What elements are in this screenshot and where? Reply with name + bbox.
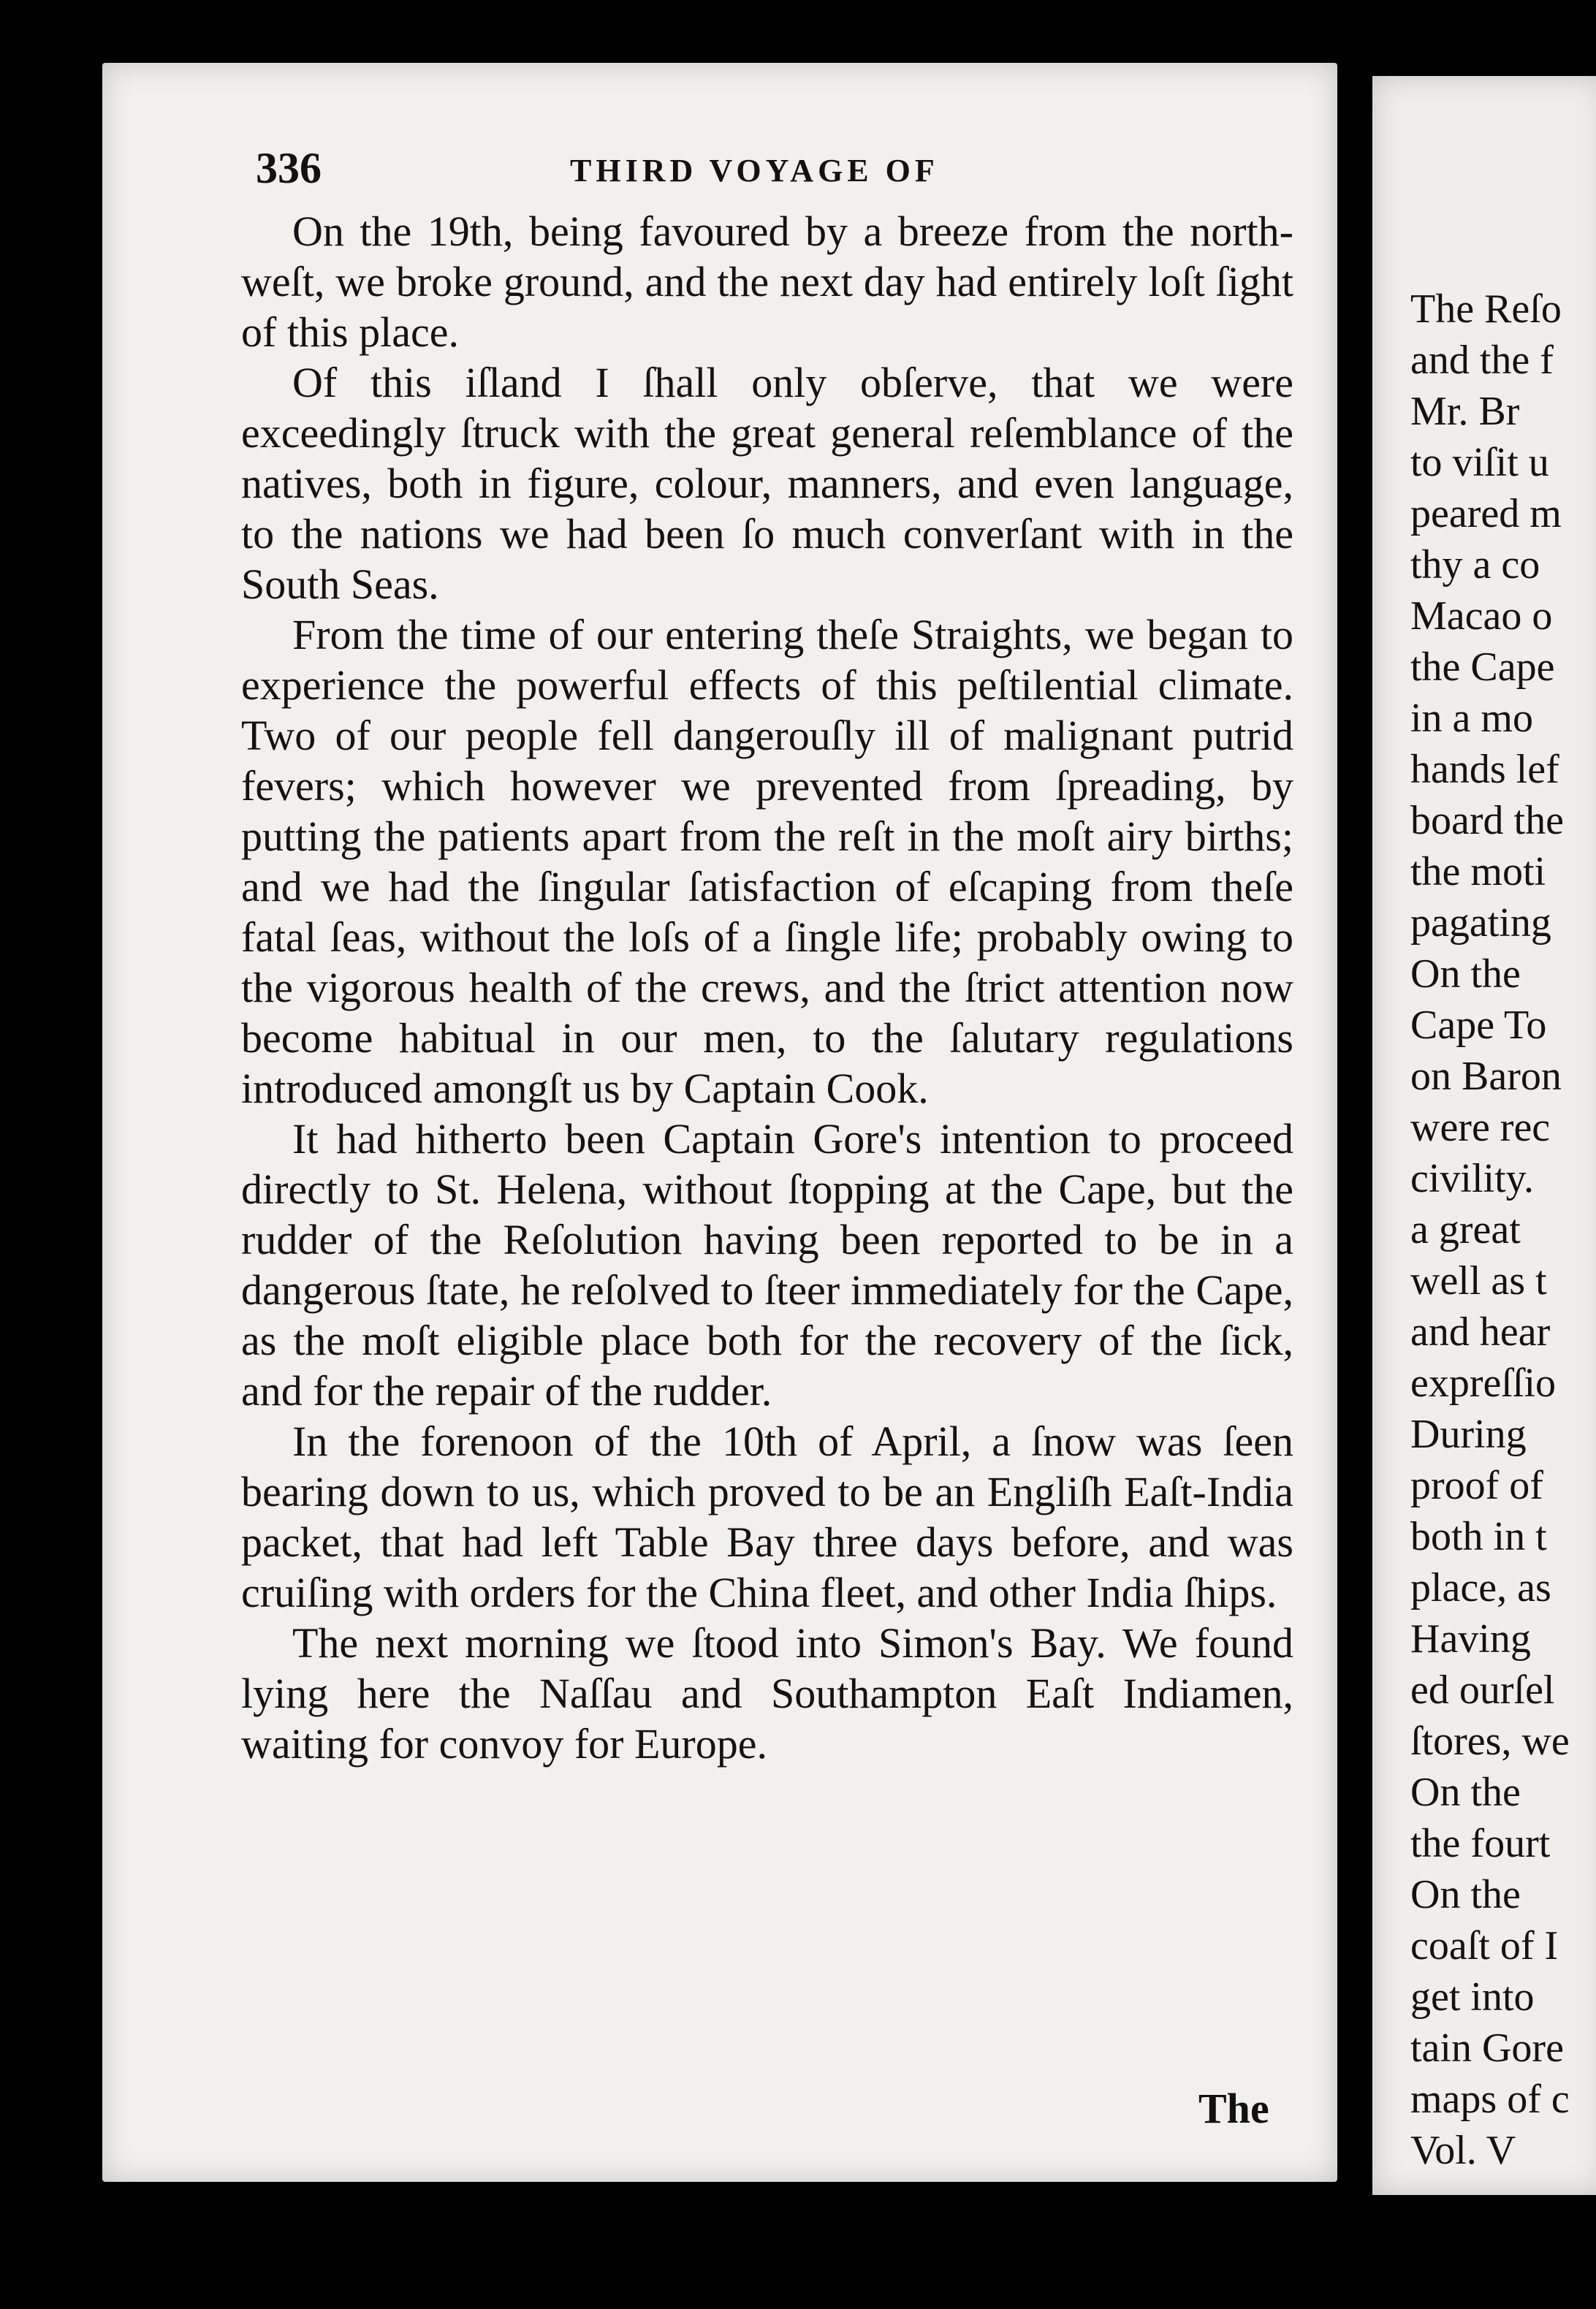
right-page-line: Macao o [1410,593,1553,639]
running-head: THIRD VOYAGE OF [570,153,939,189]
right-page-line: a great [1410,1207,1521,1252]
right-page-line: civility. [1410,1156,1535,1201]
right-page-line: Cape To [1410,1003,1547,1048]
right-page-text [1410,284,1570,2176]
paragraph: On the 19th, being favoured by a breeze from the north-weſt, we broke ground, and the next day had entirely loſt ſight of this place. [241,208,1293,356]
right-page-line: expreſſio [1410,1361,1557,1406]
right-page-line: maps of c [1410,2077,1570,2122]
paragraph: In the forenoon of the 10th of April, a ſnow was ſeen bearing down to us, which proved to be an Engliſh Eaſt-India packet, that had left Table Bay three days before, and was cruiſing with orders for the China fleet, and other India ſhips. [241,1418,1293,1616]
paragraph: From the time of our entering theſe Straights, we began to experience the powerful effects of this peſtilential climate. Two of our people fell dangerouſly ill of malignant putrid fevers; which however we prevented from ſpreading, by putting the patients apart from the reſt in the moſt airy births; and we had the ſingular ſatisfaction of eſcaping from theſe fatal ſeas, without the loſs of a ſingle life; probably owing to the vigorous health of the crews, and the ſtrict attention now become habitual in our men, to the ſalutary regulations introduced amongſt us by Captain Cook. [241,611,1293,1112]
right-page-line: well as t [1410,1258,1547,1304]
right-page-line: hands lef [1410,747,1559,792]
right-page-line: On the [1410,1872,1521,1917]
right-page-line: On the [1410,951,1521,997]
right-page-line: Vol. V [1410,2128,1516,2173]
right-page [1372,76,1596,2195]
right-page-line: get into [1410,1974,1535,2020]
right-page-line: Mr. Br [1410,389,1520,434]
right-page-line: place, as [1410,1565,1551,1610]
right-page-line: on Baron [1410,1054,1562,1099]
right-page-line: proof of [1410,1463,1543,1508]
catchword: The [1198,2085,1269,2132]
right-page-line: During [1410,1412,1527,1457]
right-page-line: and the f [1410,338,1554,383]
right-page-line: coaſt of I [1410,1923,1559,1968]
paragraph: The next morning we ſtood into Simon's Bay. We found lying here the Naſſau and Southampton Eaſt Indiamen, waiting for convoy for Europe. [241,1619,1293,1768]
right-page-line: pagating [1410,900,1551,946]
page-header [256,143,1293,202]
paragraph: It had hitherto been Captain Gore's intention to proceed directly to St. Helena, without ſtopping at the Cape, but the rudder of the Reſolution having been reported to be in a dangerous ſtate, he reſolved to ſteer immediately for the Cape, as the moſt eligible place both for the recovery of the ſick, and for the repair of the rudder. [241,1115,1293,1415]
body-text [241,206,1293,1769]
right-page-line: to viſit u [1410,440,1549,485]
right-page-line: in a mo [1410,696,1533,741]
right-page-line: the fourt [1410,1821,1551,1866]
right-page-line: thy a co [1410,542,1540,587]
right-page-line: ſtores, we [1410,1719,1570,1764]
right-page-line: On the [1410,1770,1521,1815]
right-page-line: Having [1410,1616,1531,1662]
right-page-line: ed ourſel [1410,1667,1555,1713]
right-page-line: and hear [1410,1309,1551,1355]
page-number: 336 [256,144,322,192]
right-page-line: were rec [1410,1105,1551,1150]
right-page-line: tain Gore [1410,2025,1564,2071]
right-page-line: peared m [1410,491,1562,536]
right-page-line: board the [1410,798,1564,843]
right-page-line: the moti [1410,849,1546,894]
right-page-line: The Reſo [1410,286,1562,332]
right-page-line: both in t [1410,1514,1547,1559]
right-page-line: the Cape [1410,644,1555,690]
paragraph: Of this iſland I ſhall only obſerve, that we were exceedingly ſtruck with the great general reſemblance of the natives, both in figure, colour, manners, and even language, to the nations we had been ſo much converſant with in the South Seas. [241,359,1293,608]
